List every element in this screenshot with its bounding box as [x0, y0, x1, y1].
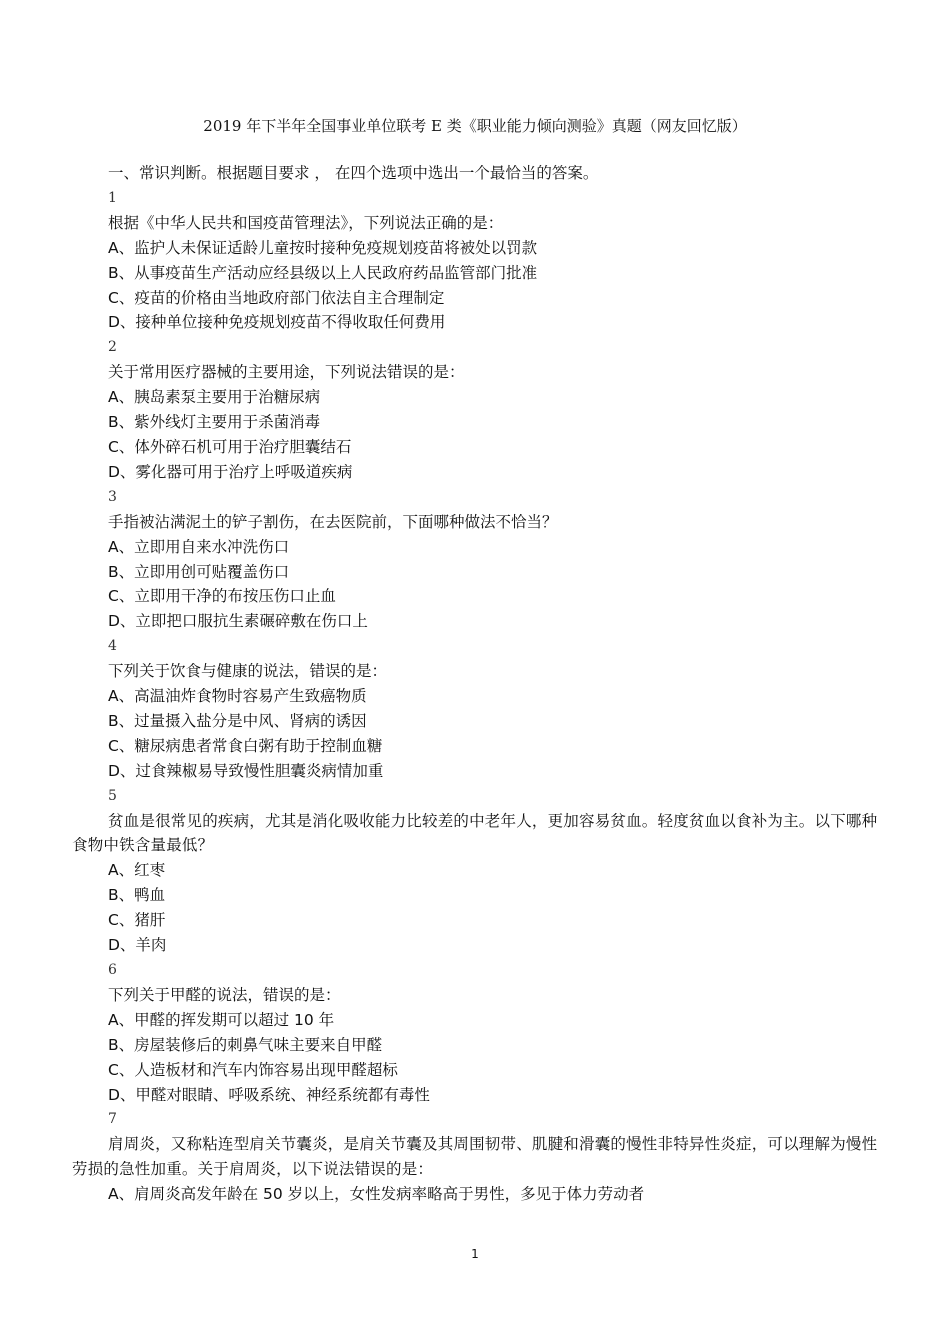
- question-option: B、紫外线灯主要用于杀菌消毒: [108, 413, 321, 432]
- question-option: C、疫苗的价格由当地政府部门依法自主合理制定: [108, 288, 445, 307]
- document-title: 2019 年下半年全国事业单位联考 E 类《职业能力倾向测验》真题（网友回忆版）: [203, 117, 747, 135]
- question-option: A、甲醛的挥发期可以超过 10 年: [108, 1010, 335, 1029]
- question-option: D、甲醛对眼睛、呼吸系统、神经系统都有毒性: [108, 1085, 430, 1104]
- question-option: D、接种单位接种免疫规划疫苗不得收取任何费用: [108, 313, 446, 332]
- question-option: B、房屋装修后的刺鼻气味主要来自甲醛: [108, 1035, 383, 1054]
- page-number: 1: [471, 1247, 479, 1261]
- question-number: 7: [108, 1111, 117, 1128]
- question-option: A、监护人未保证适龄儿童按时接种免疫规划疫苗将被处以罚款: [108, 238, 538, 257]
- question-stem: 根据《中华人民共和国疫苗管理法》，下列说法正确的是：: [108, 213, 504, 232]
- question-number: 2: [108, 339, 117, 356]
- question-option: B、立即用创可贴覆盖伤口: [108, 562, 290, 581]
- question-number: 3: [108, 488, 117, 505]
- question-option: C、体外碎石机可用于治疗胆囊结石: [108, 437, 352, 456]
- question-number: 4: [108, 638, 117, 655]
- question-number: 5: [108, 787, 117, 804]
- question-option: A、肩周炎高发年龄在 50 岁以上，女性发病率略高于男性，多见于体力劳动者: [108, 1185, 645, 1204]
- question-option: C、糖尿病患者常食白粥有助于控制血糖: [108, 736, 383, 755]
- question-stem: 下列关于饮食与健康的说法，错误的是：: [108, 662, 388, 681]
- question-number: 1: [108, 189, 117, 206]
- question-option: A、立即用自来水冲洗伤口: [108, 537, 290, 556]
- question-option: A、胰岛素泵主要用于治糖尿病: [108, 388, 321, 407]
- question-stem: 肩周炎，又称粘连型肩关节囊炎，是肩关节囊及其周围韧带、肌腱和滑囊的慢性非特异性炎症，可以理解为慢性劳损的急性加重。关于肩周炎，以下说法错误的是：: [72, 1135, 878, 1179]
- question-option: A、红枣: [108, 861, 166, 880]
- question-option: A、高温油炸食物时容易产生致癌物质: [108, 687, 367, 706]
- question-number: 6: [108, 962, 117, 978]
- question-option: C、人造板材和汽车内饰容易出现甲醛超标: [108, 1060, 398, 1079]
- question-option: B、过量摄入盐分是中风、肾病的诱因: [108, 711, 367, 730]
- section-heading: 一、常识判断。根据题目要求 ， 在四个选项中选出一个最恰当的答案。: [108, 164, 599, 182]
- question-option: C、猪肝: [108, 911, 166, 930]
- question-option: B、鸭血: [108, 886, 166, 905]
- document-body: [72, 161, 882, 1207]
- question-stem: 贫血是很常见的疾病，尤其是消化吸收能力比较差的中老年人，更加容易贫血。轻度贫血以食补为主。以下哪种食物中铁含量最低？: [72, 811, 878, 855]
- question-stem: 关于常用医疗器械的主要用途，下列说法错误的是：: [108, 363, 465, 382]
- question-stem: 下列关于甲醛的说法，错误的是：: [108, 985, 341, 1004]
- question-option: D、立即把口服抗生素碾碎敷在伤口上: [108, 612, 368, 631]
- question-stem: 手指被沾满泥土的铲子割伤，在去医院前，下面哪种做法不恰当？: [108, 512, 558, 531]
- question-option: D、羊肉: [108, 936, 167, 955]
- question-option: C、立即用干净的布按压伤口止血: [108, 587, 336, 606]
- question-option: B、从事疫苗生产活动应经县级以上人民政府药品监管部门批准: [108, 263, 538, 282]
- question-option: D、雾化器可用于治疗上呼吸道疾病: [108, 462, 353, 481]
- question-option: D、过食辣椒易导致慢性胆囊炎病情加重: [108, 761, 384, 780]
